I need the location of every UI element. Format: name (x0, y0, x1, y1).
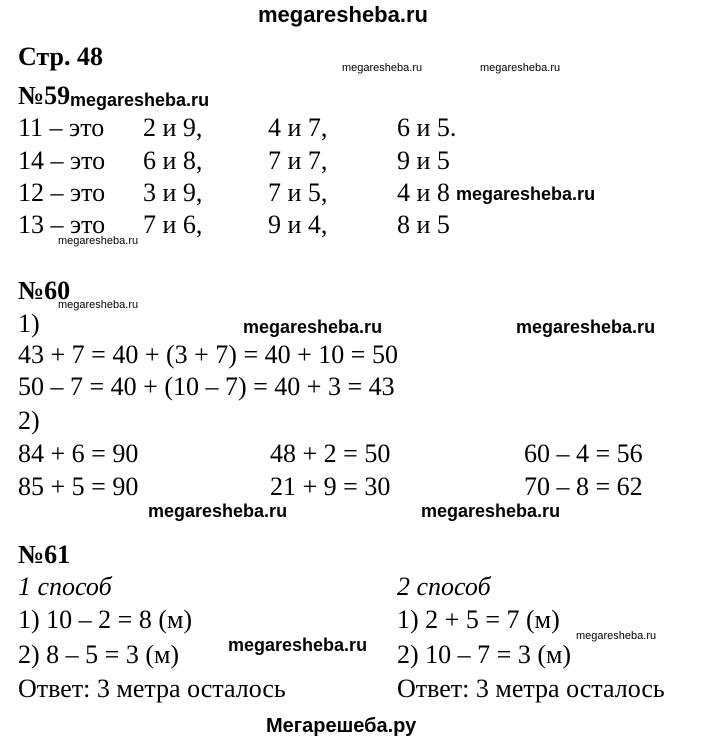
task-59-cell: 14 – это (18, 146, 106, 175)
watermark: megaresheba.ru (342, 62, 423, 74)
site-header: megaresheba.ru (258, 2, 428, 27)
task-59-cell: 7 и 6, (143, 210, 203, 239)
task-60-title: №60 (18, 276, 71, 305)
task-60-part2-label: 2) (18, 406, 40, 435)
page-label: Стр. 48 (18, 42, 103, 71)
task-60-equation: 48 + 2 = 50 (270, 439, 391, 468)
watermark: megaresheba.ru (58, 235, 139, 247)
task-59-cell: 9 и 4, (268, 210, 328, 239)
task-59-cell: 12 – это (18, 178, 106, 207)
task-60-equation: 84 + 6 = 90 (18, 439, 139, 468)
watermark: megaresheba.ru (516, 317, 656, 337)
method-1-step: 2) 8 – 5 = 3 (м) (18, 640, 180, 669)
task-59-cell: 7 и 7, (268, 146, 328, 175)
method-1-step: 1) 10 – 2 = 8 (м) (18, 605, 193, 634)
task-60-equation: 21 + 9 = 30 (270, 472, 391, 501)
watermark: megaresheba.ru (243, 317, 383, 337)
task-59-cell: 8 и 5 (397, 210, 450, 239)
task-59-cell: 6 и 8, (143, 146, 203, 175)
task-60-equation: 85 + 5 = 90 (18, 472, 139, 501)
watermark: megaresheba.ru (58, 299, 139, 311)
watermark: megaresheba.ru (456, 184, 596, 204)
task-60-equation: 50 – 7 = 40 + (10 – 7) = 40 + 3 = 43 (18, 372, 395, 401)
task-61-title: №61 (18, 540, 71, 569)
method-2-step: 2) 10 – 7 = 3 (м) (397, 640, 572, 669)
task-59-cell: 6 и 5. (397, 113, 457, 142)
site-footer: Мегарешеба.ру (266, 715, 417, 737)
task-60-equation: 70 – 8 = 62 (524, 472, 643, 501)
method-2-answer: Ответ: 3 метра осталось (397, 674, 665, 703)
task-59-cell: 4 и 8 (397, 178, 450, 207)
task-59-cell: 7 и 5, (268, 178, 328, 207)
task-59-cell: 3 и 9, (143, 178, 203, 207)
task-59-title: №59 (18, 81, 71, 110)
task-59-cell: 13 – это (18, 210, 106, 239)
watermark: megaresheba.ru (421, 501, 561, 521)
method-1-answer: Ответ: 3 метра осталось (18, 674, 286, 703)
watermark: megaresheba.ru (70, 90, 210, 110)
method-2-step: 1) 2 + 5 = 7 (м) (397, 605, 560, 634)
watermark: megaresheba.ru (228, 635, 368, 655)
task-59-cell: 11 – это (18, 113, 105, 142)
task-60-equation: 43 + 7 = 40 + (3 + 7) = 40 + 10 = 50 (18, 340, 398, 369)
task-60-equation: 60 – 4 = 56 (524, 439, 643, 468)
task-59-cell: 9 и 5 (397, 146, 450, 175)
method-2-heading: 2 способ (397, 572, 491, 601)
watermark: megaresheba.ru (576, 630, 657, 642)
watermark: megaresheba.ru (148, 501, 288, 521)
method-1-heading: 1 способ (18, 572, 112, 601)
watermark: megaresheba.ru (480, 62, 561, 74)
task-60-part1-label: 1) (18, 309, 40, 338)
task-59-cell: 2 и 9, (143, 113, 203, 142)
task-59-cell: 4 и 7, (268, 113, 328, 142)
